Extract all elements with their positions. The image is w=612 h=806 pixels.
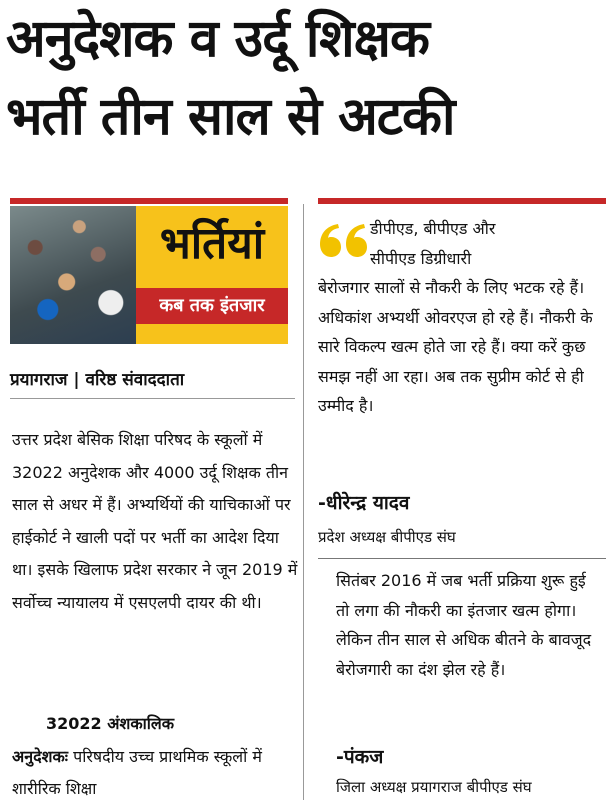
quote-1-body: बेरोजगार सालों से नौकरी के लिए भटक रहे हैं। अधिकांश अभ्यर्थी ओवरएज हो रहे हैं। नौकरी के सारे विकल्प खत्म होते जा रहे हैं। क्या करें कुछ समझ नहीं आ रहा। अब तक सुप्रीम कोर्ट से ही उम्मीद है।: [318, 278, 593, 415]
quote-1-author-role: प्रदेश अध्यक्ष बीपीएड संघ: [318, 528, 456, 546]
quote-divider: [318, 558, 606, 559]
quote-1-author: -धीरेन्द्र यादव: [318, 492, 410, 514]
subsection-text: परिषदीय उच्च प्राथमिक स्कूलों में शारीरिक शिक्षा: [12, 746, 262, 798]
dateline: प्रयागराज | वरिष्ठ संवाददाता: [10, 370, 185, 390]
quote-box-1: [318, 214, 606, 421]
quote-2-author: -पंकज: [336, 746, 384, 768]
banner-title: भर्तियां: [159, 218, 265, 269]
banner-label-panel: [136, 206, 288, 344]
left-column-rule: [10, 198, 288, 204]
subsection-title: 32022 अंशकालिक: [46, 714, 175, 733]
subsection-lead: अनुदेशकः: [12, 746, 69, 766]
quote-1-line-2: सीपीएड डिग्रीधारी: [370, 248, 472, 268]
headline-line-1: अनुदेशक व उर्दू शिक्षक: [6, 9, 429, 69]
column-divider: [303, 204, 304, 800]
right-column-rule: [318, 198, 606, 204]
quote-1-line-1: डीपीएड, बीपीएड और: [370, 219, 496, 238]
quote-icon: [318, 220, 368, 260]
article-subsection: [12, 708, 298, 806]
article-paragraph: उत्तर प्रदेश बेसिक शिक्षा परिषद के स्कूलों में 32022 अनुदेशक और 4000 उर्दू शिक्षक तीन साल से अधर में हैं। अभ्यर्थियों की याचिकाओं पर हाईकोर्ट ने खाली पदों पर भर्ती का आदेश दिया था। इसके खिलाफ प्रदेश सरकार ने जून 2019 में सर्वोच्च न्यायालय में एसएलपी दायर की थी।: [12, 430, 298, 612]
banner-subtitle: कब तक इंतजार: [136, 288, 288, 324]
section-banner: [10, 206, 288, 344]
quote-2-author-role: जिला अध्यक्ष प्रयागराज बीपीएड संघ: [336, 778, 532, 796]
headline: [6, 0, 606, 156]
quote-2-text: सितंबर 2016 में जब भर्ती प्रक्रिया शुरू हुई तो लगा की नौकरी का इंतजार खत्म होगा। लेकिन तीन साल से अधिक बीतने के बावजूद बेरोजगारी का दंश झेल रहे हैं।: [336, 571, 592, 679]
dateline-divider: [10, 398, 295, 399]
headline-line-2: भर्ती तीन साल से अटकी: [6, 87, 455, 147]
protest-crowd-photo: [10, 206, 136, 344]
